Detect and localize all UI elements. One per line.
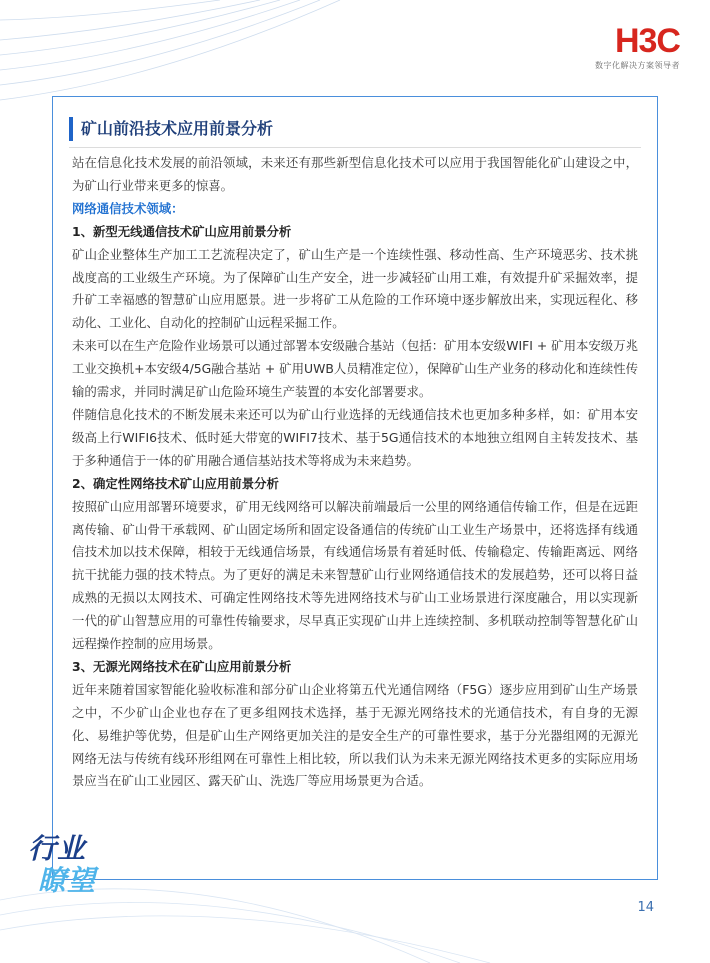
content-card: [52, 96, 658, 880]
page-number: 14: [637, 900, 654, 915]
company-logo: [560, 24, 680, 72]
subsection-1-paragraph-1: 矿山企业整体生产加工工艺流程决定了，矿山生产是一个连续性强、移动性高、生产环境恶劣、技术挑战度高的工业级生产环境。为了保障矿山生产安全，进一步减轻矿山用工难，有效提升矿采掘效率，提升矿工幸福感的智慧矿山应用愿景。进一步将矿工从危险的工作环境中逐步解放出来，实现远程化、移动化、工业化、自动化的控制矿山远程采掘工作。: [72, 246, 638, 331]
subsection-1-paragraph-2: 未来可以在生产危险作业场景可以通过部署本安级融合基站（包括：矿用本安级WIFI + 矿用本安级万兆工业交换机+本安级4/5G融合基站 + 矿用UWB人员精准定位），保障矿山生产业务的移动化和连续性传输的需求，并同时满足矿山危险环境生产装置的本安化部署要求。: [72, 338, 638, 400]
subsection-2-title: 2、确定性网络技术矿山应用前景分析: [72, 475, 279, 491]
subsection-3-paragraph-1: 近年来随着国家智能化验收标准和部分矿山企业将第五代光通信网络（F5G）逐步应用到矿山生产场景之中，不少矿山企业也存在了更多组网技术选择，基于无源光网络技术的光通信技术，有自身的无源化、易维护等优势，但是矿山生产网络更加关注的是安全生产的可靠性要求，基于分光器组网的无源光网络无法与传统有线环形组网在可靠性上相比较，所以我们认为未来无源光网络技术更多的实际应用场景应当在矿山工业园区、露天矿山、洗选厂等应用场景更为合适。: [72, 681, 638, 789]
intro-paragraph: 站在信息化技术发展的前沿领域，未来还有那些新型信息化技术可以应用于我国智能化矿山建设之中，为矿山行业带来更多的惊喜。: [72, 155, 638, 193]
article-body: [72, 152, 638, 793]
subsection-2-paragraph-1: 按照矿山应用部署环境要求，矿用无线网络可以解决前端最后一公里的网络通信传输工作，但是在远距离传输、矿山骨干承载网、矿山固定场所和固定设备通信的传统矿山工业生产场景中，还将选择有线通信技术加以技术保障，相较于无线通信场景，有线通信场景有着延时低、传输稳定、传输距离远、网络抗干扰能力强的技术特点。为了更好的满足未来智慧矿山行业网络通信技术的发展趋势，还可以将日益成熟的无损以太网技术、可确定性网络技术等先进网络技术与矿山工业场景进行深度融合，用以实现新一代的矿山智慧应用的可靠性传输要求，尽早真正实现矿山井上连续控制、多机联动控制等智慧化矿山远程操作控制的应用场景。: [72, 498, 638, 652]
column-brand: [28, 833, 128, 913]
brand-line-2: 瞭望: [38, 865, 97, 896]
logo-tagline: 数字化解决方案领导者: [595, 61, 680, 70]
title-divider: [69, 147, 641, 148]
subsection-1-title: 1、新型无线通信技术矿山应用前景分析: [72, 223, 292, 239]
subsection-3-title: 3、无源光网络技术在矿山应用前景分析: [72, 658, 292, 674]
brand-line-1: 行业: [28, 833, 87, 864]
logo-mark: H3C: [614, 22, 680, 60]
field-label: 网络通信技术领域：: [72, 200, 184, 216]
section-title: 矿山前沿技术应用前景分析: [69, 117, 273, 141]
subsection-1-paragraph-3: 伴随信息化技术的不断发展未来还可以为矿山行业选择的无线通信技术也更加多种多样，如：矿用本安级高上行WIFI6技术、低时延大带宽的WIFI7技术、基于5G通信技术的本地独立组网自主转发技术、基于多种通信于一体的矿用融合通信基站技术等将成为未来趋势。: [72, 406, 638, 468]
